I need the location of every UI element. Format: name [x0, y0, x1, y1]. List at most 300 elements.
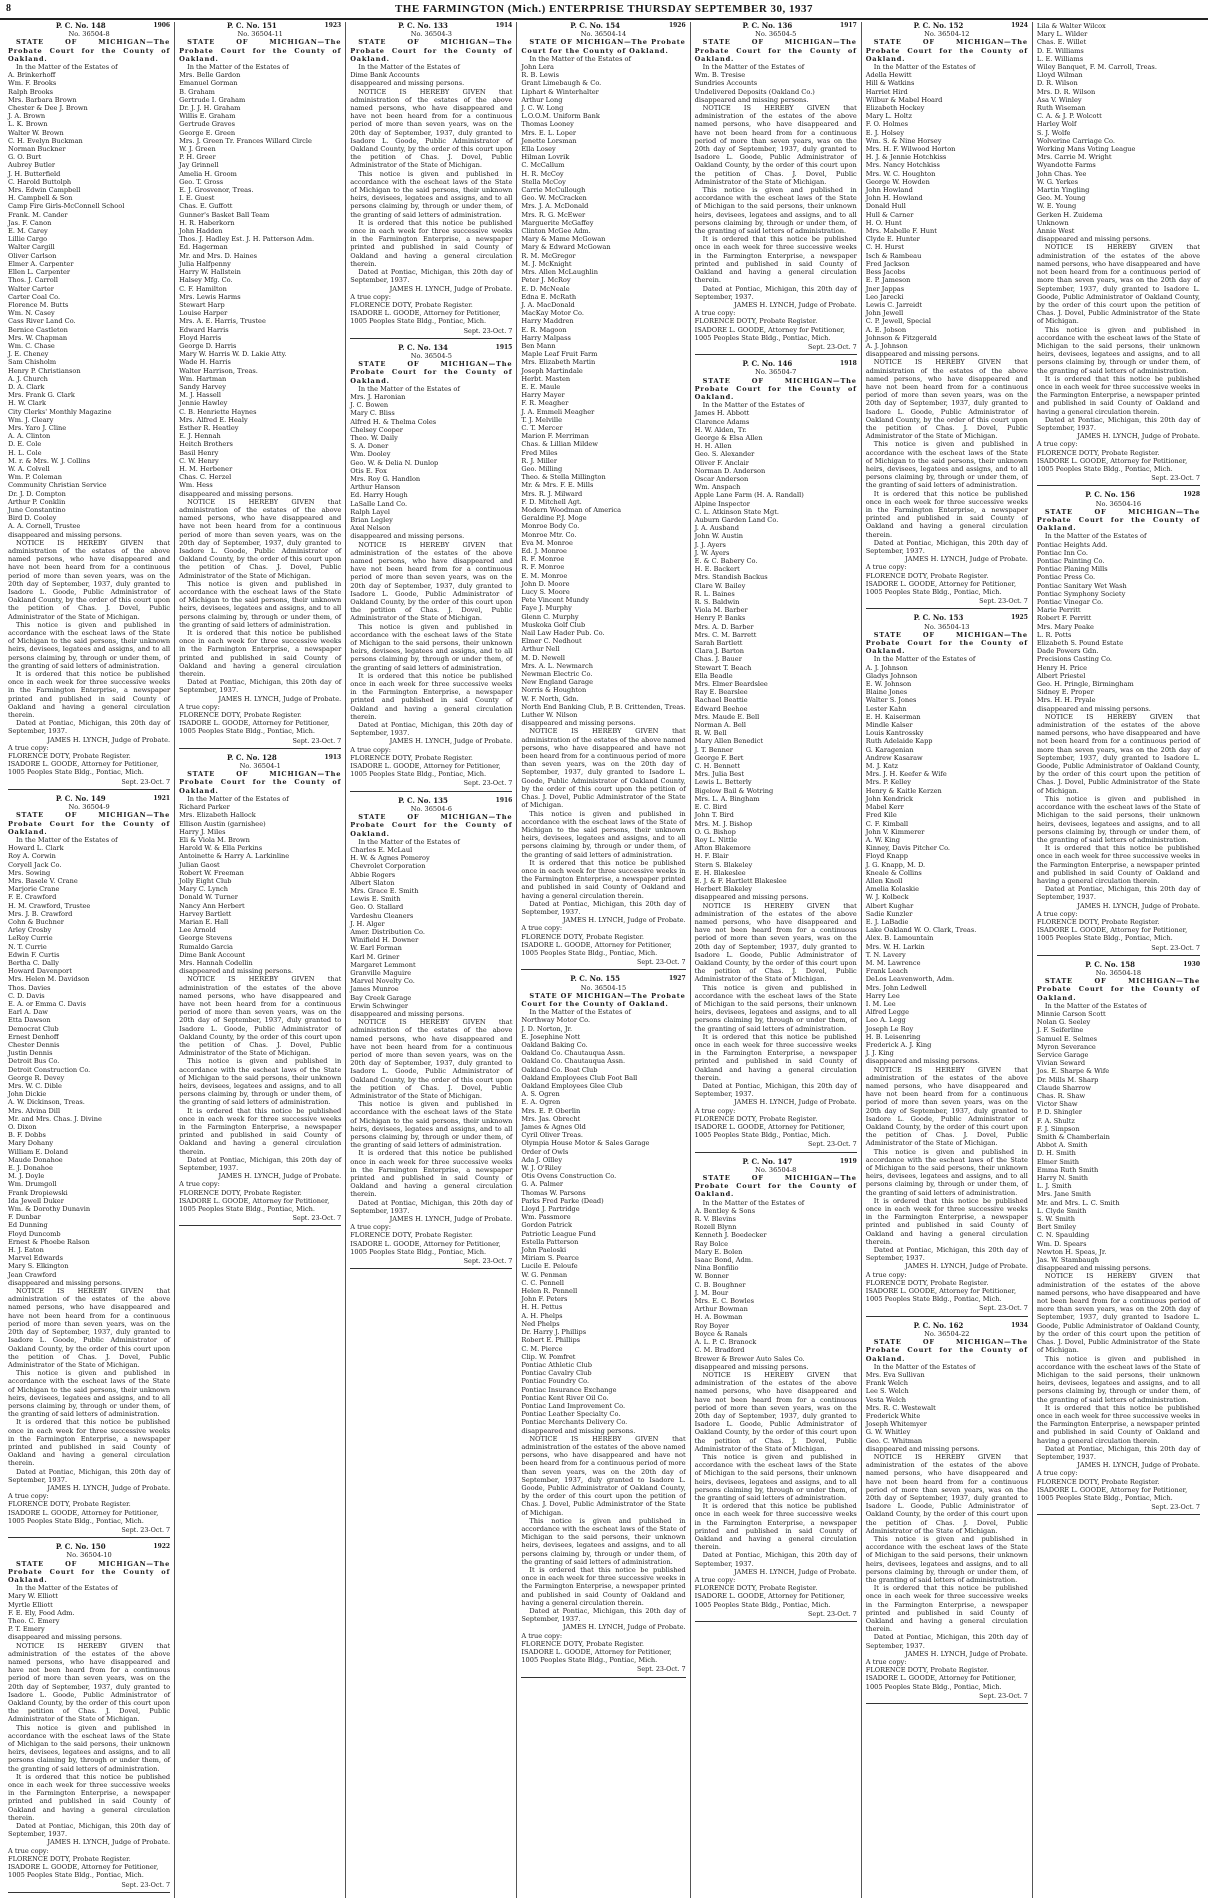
estate-name: H. M. Crawford, Trustee [8, 901, 91, 910]
notice-case-number: No. 36504-14 [580, 30, 627, 39]
estate-name: F. O. Holmes [865, 120, 909, 129]
estate-name: A. W. Dickinson, Treas. [8, 1098, 85, 1107]
estate-name: Wyandotte Farms [1036, 161, 1096, 170]
estate-name: Clip. W. Pomfret [521, 1352, 576, 1361]
notice-pc-number: P. C. No. 158 [1085, 959, 1135, 969]
estate-name: Axel Nelson [350, 524, 391, 533]
estate-name: F. R. Meagher [521, 399, 569, 408]
estate-name: Geo. H. Pringle, Birmingham [1036, 680, 1134, 689]
estate-name: T. J. Melville [521, 415, 563, 424]
estate-name: Mary & Mame McGowan [521, 235, 606, 244]
estate-name: Theo. & Stella Millington [521, 473, 606, 482]
estate-name: S. A. Doner [350, 442, 389, 451]
estate-name: Louis Kantrossky [865, 729, 924, 738]
estate-name: C. W. Henry [179, 456, 219, 465]
estate-name: Mary W. Elliott [8, 1592, 58, 1601]
notice-pc-number: P. C. No. 149 [55, 793, 106, 803]
estate-name: W. G. Yerkes [1036, 177, 1079, 186]
estate-name: Bert Smiley [1036, 1223, 1077, 1232]
notice-missing: disappeared and missing persons. [694, 1362, 809, 1371]
estate-name: J. J. Ayers [694, 540, 726, 549]
estate-name: Parks Fred Parke (Dead) [521, 1196, 604, 1205]
estate-name: Edwin F. Curtis [8, 950, 60, 959]
probate-notice [866, 614, 1028, 1316]
notice-divider [695, 1621, 857, 1622]
notice-body: NOTICE IS HEREBY GIVEN that administration of the estates of the above named persons, who have disappeared and have not been heard from for a continuous period of more than seven years, was on the 20th day of September, 1937, duly granted to Isadore L. Goode, Public Administrator of Oakland County, by the order of this court upon the petition of Chas. J. Dovel, Public Administrator of the State of Michigan. [865, 1452, 1028, 1535]
estate-name: Stewart T. Beach [694, 663, 752, 672]
estate-name: James Munroe [350, 985, 399, 994]
estate-name: E. & C. Babery Co. [694, 557, 758, 565]
estate-name: Joseph Martindale [521, 366, 583, 375]
estate-name: George W. Howden [865, 177, 930, 186]
estate-name: Rumaldo Garcia [179, 942, 233, 951]
estate-name: F. E. Ely, Food Adm. [8, 1608, 75, 1617]
estate-name: J. A. MacDonald [521, 300, 575, 309]
estate-name: Harley Wolf [1036, 120, 1077, 129]
notice-matter: In the Matter of the Estates of [873, 1362, 976, 1371]
estate-name: Chas. E. Guffott [179, 202, 233, 211]
probate-notice [521, 975, 685, 1677]
estate-name: Ben Mann [521, 341, 556, 350]
estate-name: Dr. Mills M. Sharp [1036, 1075, 1099, 1084]
estate-name: Mrs. R. G. McEwer [521, 210, 586, 219]
estate-name: M. J. Doyle [8, 1172, 45, 1181]
estate-name: Chas. R. Shaw [1036, 1092, 1086, 1100]
estate-name: Geo. W. McCracken [521, 194, 587, 203]
notice-dated: Dated at Pontiac, Michigan, this 20th day of September, 1937. [1036, 885, 1200, 902]
notice-escheat: This notice is given and published in accordance with the escheat laws of the State of Michigan to the said persons, their unknown heirs, devisees, legatees and assigns, and to all persons claiming by, through or under them, of the granting of said letters of administration. [8, 1369, 171, 1419]
estate-name: Mrs. W. C. Houghton [865, 169, 936, 178]
estate-name: Pontiac Planing Mills [1036, 565, 1108, 574]
estate-name: Claude Sharrow [1036, 1083, 1092, 1092]
estate-name: Oliver Carlson [8, 251, 57, 260]
estate-name: E. A. Ogren [521, 1098, 561, 1107]
estate-name: John W. Austin [694, 532, 744, 541]
probate-notice [350, 344, 512, 792]
estate-name: Geo. W. & Delia N. Dunlop [350, 458, 439, 467]
notice-body: NOTICE IS HEREBY GIVEN that administration of the estates of the above named persons, who have disappeared and have not been heard from for a continuous period of more than seven years, was on the 20th day of September, 1937, duly granted to Isadore L. Goode, Public Administrator of Oakland County, by the order of this court upon the petition of Chas. J. Dovel, Public Administrator of the State of Michigan. [694, 104, 857, 186]
estate-name: Aubrey Butler [8, 161, 56, 170]
estate-name: Ellen L. Carpenter [8, 268, 71, 277]
estate-name: J. E. Cheney [8, 350, 49, 359]
estate-name: J. D. Norton, Jr. [521, 1024, 573, 1033]
notice-run-date: Sept. 23-Oct. 7 [121, 1880, 171, 1889]
notice-publication-order: It is ordered that this notice be published once in each week for three successive weeks in the Farmington Enterprise, a newspaper printed and published in said County of Oakland and having a general circulation therein. [350, 1149, 513, 1199]
estate-name: Richard Parker [179, 803, 230, 812]
notice-missing: disappeared and missing persons. [8, 1633, 122, 1642]
notice-run-date: Sept. 23-Oct. 7 [292, 1214, 342, 1223]
notice-judge: JAMES H. LYNCH, Judge of Probate. [47, 735, 171, 744]
notice-publication-order: It is ordered that this notice be published once in each week for three successive weeks in the Farmington Enterprise, a newspaper printed and published in said County of Oakland and having a general circulation therein. [694, 235, 857, 285]
notice-register: FLORENCE DOTY, Probate Register. [865, 1666, 989, 1675]
estate-name: S. W. Smith [1036, 1215, 1075, 1224]
notice-register: FLORENCE DOTY, Probate Register. [694, 1584, 818, 1593]
estate-name: Sarah Bartlett [694, 639, 743, 648]
estate-name: Mr. & Mrs. F. E. Mills [521, 481, 594, 490]
estate-name: LaSalle Land Co. [350, 499, 408, 508]
estate-name: Asa V. Winley [1036, 95, 1082, 104]
estate-name: Chas. J. Bauer [694, 655, 742, 664]
estate-name: A. Bentley & Sons [694, 1206, 756, 1215]
estate-name: Johnson & Fitzgerald [865, 333, 937, 342]
estate-name: Mrs. Elizabeth Martin [521, 358, 596, 367]
notice-divider [695, 354, 857, 355]
notice-true-copy: A true copy: [1036, 1469, 1078, 1478]
notice-true-copy: A true copy: [8, 743, 49, 752]
notice-missing: disappeared and missing persons. [350, 1009, 465, 1018]
notice-true-copy: A true copy: [694, 309, 736, 318]
estate-name: Mrs. Mabelle F. Hunt [865, 227, 937, 236]
estate-name: C. P. Jewell, Special [865, 317, 932, 326]
notice-publication-order: It is ordered that this notice be published once in each week for three successive weeks in the Farmington Enterprise, a newspaper printed and published in said County of Oakland and having a general circulation therein. [350, 671, 513, 721]
column-4 [517, 22, 690, 1898]
estate-name: Ralph Brooks [8, 87, 54, 96]
notice-run-date: Sept. 23-Oct. 7 [1151, 1503, 1200, 1512]
estate-name: Marvel Novelty Co. [350, 977, 415, 986]
notice-escheat: This notice is given and published in accordance with the escheat laws of the State of Michigan to the said persons, their unknown heirs, devisees, legatees and assigns, and to all persons claiming by, through or under them, of the granting of said letters of administration. [1036, 325, 1200, 375]
notice-judge: JAMES H. LYNCH, Judge of Probate. [562, 1623, 686, 1632]
estate-name: Jos. E. Sharpe & Wife [1036, 1067, 1110, 1076]
estate-name: Afton Blakemore [694, 844, 751, 853]
notice-run-date: Sept. 23-Oct. 7 [979, 597, 1028, 606]
estate-name: Robert E. Phillips [521, 1336, 581, 1345]
notice-true-copy: A true copy: [8, 1846, 49, 1855]
notice-register: FLORENCE DOTY, Probate Register. [350, 300, 473, 309]
estate-name: Gordon Patrick [521, 1221, 572, 1230]
notice-pc-number: P. C. No. 147 [742, 1156, 793, 1166]
notice-court-heading: STATE OF MICHIGAN—The Probate Court for the County of Oakland. [8, 811, 171, 836]
estate-name: Samuel E. Selmes [1036, 1034, 1098, 1043]
notice-dated: Dated at Pontiac, Michigan, this 20th day of September, 1937. [694, 284, 857, 301]
estate-name: Howard Davenport [8, 967, 72, 976]
estate-name: E. J. Hennah [179, 432, 221, 441]
estate-name: Kneale & Collins [865, 868, 922, 877]
estate-name: Mrs. R. C. Westewalt [865, 1403, 936, 1412]
estate-name: Modern Woodman of America [521, 505, 622, 514]
estate-name: Wm. J. Cleary [8, 415, 54, 424]
notice-case-number: No. 36504-8 [755, 1165, 797, 1174]
notice-publication-order: It is ordered that this notice be published once in each week for three successive weeks in the Farmington Enterprise, a newspaper printed and published in said County of Oakland and having a general circulation therein. [1036, 1403, 1200, 1445]
estate-name: Thomas Looney [521, 120, 574, 129]
notice-divider [350, 338, 512, 339]
estate-name: N. T. Currie [8, 942, 47, 951]
estate-name: Order of Owls [521, 1147, 569, 1156]
estate-name: Chester Dennis [8, 1040, 60, 1049]
estate-name: L. R. Potts [1036, 630, 1072, 639]
estate-name: Cyril Oliver Treas. [521, 1131, 583, 1140]
estate-name: Mrs. Roy G. Handlon [350, 474, 421, 483]
estate-name: Sundries Accounts [694, 79, 758, 88]
estate-name: Thos. J. Hadley Est. J. H. Patterson Adm. [179, 235, 315, 244]
estate-name: Howard L. Clark [8, 844, 64, 853]
notice-matter: In the Matter of the Estates of [358, 837, 460, 846]
notice-matter: In the Matter of the Estates of [873, 655, 976, 664]
estate-name: Eva M. Monroe [521, 538, 573, 547]
notice-code: 1921 [153, 794, 171, 802]
estate-name: Gunner's Basket Ball Team [179, 210, 270, 219]
notice-missing: disappeared and missing persons. [521, 1426, 636, 1435]
estate-name: Stern S. Blakeley [694, 860, 753, 869]
notice-publication-order: It is ordered that this notice be published once in each week for three successive weeks in the Farmington Enterprise, a newspaper printed and published in said County of Oakland and having a general circulation therein. [350, 218, 513, 268]
notice-judge: JAMES H. LYNCH, Judge of Probate. [733, 300, 857, 309]
estate-name: Theo. C. Emery [8, 1617, 60, 1625]
estate-name: Wm. S. & Nine Horsey [865, 136, 942, 145]
notice-dated: Dated at Pontiac, Michigan, this 20th day of September, 1937. [694, 1551, 857, 1568]
notice-judge: JAMES H. LYNCH, Judge of Probate. [562, 916, 686, 925]
notice-dated: Dated at Pontiac, Michigan, this 20th day of September, 1937. [350, 721, 513, 738]
estate-name: E. J. LaBadie [865, 917, 909, 926]
notice-dated: Dated at Pontiac, Michigan, this 20th day of September, 1937. [1036, 415, 1200, 432]
estate-name: Mrs. Nancy Hotchkiss [865, 161, 940, 170]
estate-name: Mary L. Wilder [1036, 30, 1088, 39]
estate-name: I. M. Lee [865, 999, 896, 1008]
notice-register: FLORENCE DOTY, Probate Register. [179, 711, 302, 720]
estate-name: E. J. & F. Hartlett Blakeslee [694, 876, 787, 885]
notice-body: NOTICE IS HEREBY GIVEN that administration of the estates of the above named persons, who have disappeared and have not been heard from for a continuous period of more than seven years, was on the 20th day of September, 1937, duly granted to Isadore L. Goode, Public Administrator of Oakland County, by the order of this court upon the petition of Chas. J. Dovel, Public Administrator of the State of Michigan. [1036, 712, 1200, 795]
estate-name: Mrs. J. H. Keefer & Wife [865, 770, 947, 779]
estate-name: Chas. & Lillian Mildew [521, 440, 598, 449]
estate-name: D. H. Smith [1036, 1149, 1076, 1158]
estate-name: Mrs. E. P. Oberlin [521, 1106, 581, 1115]
estate-name: Mrs. J. B. Crawford [8, 909, 73, 918]
estate-name: G. O. Burt [8, 153, 42, 162]
notice-code: 1928 [1183, 491, 1200, 499]
notice-publication-order: It is ordered that this notice be published once in each week for three successive weeks in the Farmington Enterprise, a newspaper printed and published in said County of Oakland and having a general circulation therein. [865, 1196, 1028, 1246]
estate-name: Ernest Denhoff [8, 1032, 59, 1041]
estate-name: Henry P. Christianson [8, 366, 81, 375]
estate-name: Clyde E. Hunter [865, 235, 920, 244]
estate-name: W. G. Penman [521, 1270, 568, 1279]
estate-name: Wiley Banquet, F. M. Carroll, Treas. [1036, 63, 1157, 72]
estate-name: C. Harold Buttolph [8, 177, 72, 186]
estate-name: Alex. B. Lamountain [865, 934, 934, 943]
notice-divider [8, 1892, 170, 1893]
estate-name: Frank. M. Cander [8, 210, 68, 219]
estate-name: Wilbur & Mabel Hoard [865, 95, 943, 104]
estate-name: Roy A. Corwin [8, 852, 56, 861]
notice-escheat: This notice is given and published in accordance with the escheat laws of the State of Michigan to the said persons, their unknown heirs, devisees, legatees and assigns, and to all persons claiming by, through or under them, of the granting of said letters of administration. [179, 1057, 342, 1107]
notice-pc-number: P. C. No. 153 [913, 613, 964, 623]
notice-dated: Dated at Pontiac, Michigan, this 20th day of September, 1937. [350, 268, 513, 285]
notice-escheat: This notice is given and published in accordance with the escheat laws of the State of Michigan to the said persons, their unknown heirs, devisees, legatees and assigns, and to all persons claiming by, through or under them, of the granting of said letters of administration. [694, 1452, 857, 1502]
estate-name: Sam Chisholm [8, 358, 57, 367]
estate-name: Nina Bonfilio [694, 1264, 739, 1273]
estate-name: E. W. Johnson [865, 680, 912, 689]
notice-true-copy: A true copy: [350, 292, 391, 301]
estate-name: Mrs. Allen McLaughlin [521, 268, 598, 277]
estate-name: Floyd Duncomb [8, 1229, 61, 1238]
estate-name: Edna E. McRath [521, 292, 577, 301]
notice-attorney: ISADORE L. GOODE, Attorney for Petitioner, 1005 Peoples State Bldg., Pontiac, Mich. [865, 1674, 1017, 1691]
estate-name: Clarence Adams [694, 417, 750, 426]
estate-name: Mary Allen Benedict [694, 737, 764, 746]
estate-name: Harold W. & Ella Perkins [179, 844, 263, 853]
estate-name: Norris & Houghton [521, 686, 587, 695]
estate-name: Etta Dawson [8, 1016, 51, 1025]
notice-code: 1925 [1011, 614, 1028, 622]
estate-name: John F. Peters [521, 1295, 568, 1304]
estate-name: Alpine Inspector [694, 499, 750, 508]
estate-name: J. A. Emmeli Meagher [521, 407, 595, 416]
estate-name: Amelia H. Groom [179, 169, 237, 178]
notice-true-copy: A true copy: [521, 924, 563, 933]
estate-name: Geraldine P.J. Moge [521, 514, 587, 523]
notice-attorney: ISADORE L. GOODE, Attorney for Petitioner, 1005 Peoples State Bldg., Pontiac, Mich. [179, 1196, 330, 1214]
notice-body: NOTICE IS HEREBY GIVEN that administration of the estates of the above named persons, who have disappeared and have not been heard from for a continuous period of more than seven years, was on the 20th day of September, 1937, duly granted to Isadore L. Goode, Public Administrator of Oakland County, by the order of this court upon the petition of Chas. J. Dovel, Public Administrator of the State of Michigan. [179, 497, 342, 580]
estate-name: Pontiac Land Improvement Co. [521, 1401, 626, 1410]
notice-publication-order: It is ordered that this notice be published once in each week for three successive weeks in the Farmington Enterprise, a newspaper printed and published in said County of Oakland and having a general circulation therein. [179, 1106, 342, 1156]
estate-name: Vivian Seward [1036, 1059, 1086, 1068]
estate-name: Lewis C. Jarreidt [865, 300, 923, 309]
estate-name: Elmer A. Carpenter [8, 259, 74, 268]
estate-name: Viola M. Barber [694, 606, 748, 615]
estate-name: Olympia House Motor & Sales Garage [521, 1139, 650, 1148]
estate-name: Florence M. Butts [8, 300, 69, 309]
estate-name: Oakland Co. Boat Club [521, 1065, 598, 1074]
estate-name: C. M. Bradford [694, 1346, 745, 1355]
notice-missing: disappeared and missing persons. [179, 967, 294, 976]
estate-name: Thos. J. Carroll [8, 276, 58, 285]
estate-name: George R. Devey [8, 1073, 65, 1082]
estate-name: Herbert Blakeley [694, 885, 752, 894]
probate-notice [350, 797, 512, 1270]
notice-body: NOTICE IS HEREBY GIVEN that administration of the estates of the above named persons, who have disappeared and have not been heard from for a continuous period of more than seven years, was on the 20th day of September, 1937, duly granted to Isadore L. Goode, Public Administrator of Oakland County, by the order of this court upon the petition of Chas. J. Dovel, Public Administrator of the State of Michigan. [8, 1641, 171, 1724]
notice-publication-order: It is ordered that this notice be published once in each week for three successive weeks in the Farmington Enterprise, a newspaper printed and published in said County of Oakland and having a general circulation therein. [8, 670, 171, 720]
notice-run-date: Sept. 23-Oct. 7 [463, 326, 513, 335]
estate-name: P. T. Emery [8, 1625, 45, 1634]
estate-name: Frank Welch [865, 1379, 908, 1388]
estate-name: Cass River Land Co. [8, 317, 76, 326]
notice-matter: In the Matter of the Estates of [529, 54, 631, 63]
estate-name: L. J. Smith [1036, 1182, 1072, 1191]
estate-name: Frederick White [865, 1411, 921, 1420]
estate-name: Elmer C. Nedhout [521, 637, 582, 646]
estate-name: Hilman Lovrik [521, 153, 570, 162]
estate-name: Mary C. Bliss [350, 409, 395, 418]
notice-dated: Dated at Pontiac, Michigan, this 20th day of September, 1937. [179, 678, 342, 695]
notice-pc-number: P. C. No. 151 [226, 21, 277, 30]
notice-attorney: ISADORE L. GOODE, Attorney for Petitioner, 1005 Peoples State Bldg., Pontiac, Mich. [865, 579, 1017, 597]
estate-name: Mrs. Lewis Harms [179, 292, 241, 301]
estate-name: Lila & Walter Wilcox [1036, 22, 1106, 30]
notice-court-heading: STATE OF MICHIGAN—The Probate Court for the County of Oakland. [865, 630, 1028, 656]
notice-body: NOTICE IS HEREBY GIVEN that administration of the estates of the above named persons, who have disappeared and have not been heard from for a continuous period of more than seven years, was on the 20th day of September, 1937, duly granted to Isadore L. Goode, Public Administrator of Oakland County, by the order of this court upon the petition of Chas. J. Dovel, Public Administrator of the State of Michigan. [1036, 1272, 1200, 1355]
notice-pc-number: P. C. No. 135 [398, 795, 448, 805]
estate-name: Wm. Hartman [179, 374, 227, 383]
estate-name: Service Garage [1036, 1050, 1089, 1059]
estate-name: W. J. O'Riley [521, 1164, 562, 1173]
estate-name: June Constantino [8, 505, 66, 514]
notice-court-heading: STATE OF MICHIGAN—The Probate Court for the County of Oakland. [350, 38, 513, 63]
estate-name: M. J. Hassell [179, 391, 221, 400]
estate-name: Mrs. W. Chapman [8, 333, 68, 342]
estate-name: W. F. North, Gdn. [521, 694, 579, 703]
estate-name: Leo A. Legg [865, 1016, 906, 1025]
probate-notice [1037, 22, 1200, 486]
estate-name: C. B. Boughner [694, 1280, 746, 1289]
estate-name: Wm. Passmore [521, 1213, 571, 1222]
notice-divider [179, 1225, 341, 1226]
estate-name: George F. Bert [694, 753, 744, 762]
estate-name: John Kendrick [865, 794, 914, 803]
notice-pc-number: P. C. No. 155 [570, 974, 621, 984]
estate-name: William E. Doland [8, 1147, 69, 1156]
estate-name: E. C. Bird [694, 803, 727, 812]
notice-register: FLORENCE DOTY, Probate Register. [694, 317, 818, 326]
estate-name: Auburn Garden Land Co. [694, 515, 779, 524]
notice-escheat: This notice is given and published in accordance with the escheat laws of the State of Michigan to the said persons, their unknown heirs, devisees, legatees and assigns, and to all persons claiming by, through or under them, of the granting of said letters of administration. [694, 983, 857, 1033]
notice-publication-order: It is ordered that this notice be published once in each week for three successive weeks in the Farmington Enterprise, a newspaper printed and published in said County of Oakland and having a general circulation therein. [1036, 374, 1200, 416]
estate-name: Newman Electric Co. [521, 670, 593, 679]
notice-register: FLORENCE DOTY, Probate Register. [179, 1188, 302, 1197]
estate-name: Harry W. Hallstein [179, 268, 241, 277]
estate-name: H. W. Clark [8, 399, 46, 408]
notice-register: FLORENCE DOTY, Probate Register. [8, 752, 131, 761]
notice-judge: JAMES H. LYNCH, Judge of Probate. [1077, 1461, 1200, 1470]
estate-name: R. S. Baldwin [694, 598, 740, 607]
notice-missing: disappeared and missing persons. [179, 489, 294, 498]
estate-name: Chas. E. Willet [1036, 38, 1087, 47]
estate-name: J. A. Ausband [694, 524, 739, 533]
estate-name: Donald Hull [865, 202, 906, 211]
estate-name: Monroe Body Co. [521, 522, 580, 531]
estate-name: Pontiac Vinegar Co. [1036, 598, 1104, 607]
notice-register: FLORENCE DOTY, Probate Register. [8, 1854, 131, 1863]
estate-name: Detroit Bus Co. [8, 1057, 60, 1066]
estate-name: Ella Losey [521, 145, 556, 154]
estate-name: W. Bonner [694, 1272, 729, 1281]
estate-name: Frederick A. J. King [865, 1040, 932, 1049]
estate-name: Mrs. W. H. Larkin [865, 942, 925, 951]
estate-name: L. K. Brown [8, 120, 48, 129]
estate-name: Heitch Brothers [179, 440, 233, 449]
estate-name: S. J. Wolfe [1036, 128, 1071, 137]
estate-name: C. C. Pennell [521, 1278, 565, 1287]
estate-name: Helen R. Pennell [521, 1287, 578, 1296]
probate-notice [1037, 491, 1200, 955]
estate-name: Ed. Harry Hough [350, 491, 408, 500]
notice-missing: disappeared and missing persons. [8, 530, 122, 539]
estate-name: E. D. McNeale [521, 284, 570, 293]
estate-name: E. H. Kaiserman [865, 712, 921, 721]
estate-name: Lucy S. Moore [521, 588, 570, 597]
notice-code: 1926 [668, 22, 686, 29]
notice-case-number: No. 36504-16 [1095, 499, 1142, 508]
notice-escheat: This notice is given and published in accordance with the escheat laws of the State of Michigan to the said persons, their unknown heirs, devisees, legatees and assigns, and to all persons claiming by, through or under them, of the granting of said letters of administration. [521, 809, 686, 859]
notice-dated: Dated at Pontiac, Michigan, this 20th day of September, 1937. [350, 1198, 513, 1215]
estate-name: Arthur Hanson [350, 483, 401, 492]
estate-name: Geo. M. Young [1036, 194, 1086, 203]
estate-name: H. R. McCoy [521, 169, 564, 178]
notice-pc-number: P. C. No. 134 [398, 342, 448, 352]
estate-name: Pontiac Athletic Club [521, 1360, 592, 1369]
notice-escheat: This notice is given and published in accordance with the escheat laws of the State of Michigan to the said persons, their unknown heirs, devisees, legatees and assigns, and to all persons claiming by, through or under them, of the granting of said letters of administration. [179, 579, 342, 629]
notice-true-copy: A true copy: [694, 1575, 736, 1584]
estate-name: Hill & Watkins [865, 79, 915, 88]
estate-name: I. E. Guest [179, 194, 215, 203]
estate-name: M. J. Katz [865, 762, 898, 771]
estate-name: Pontiac Insurance Exchange [521, 1385, 617, 1394]
notice-court-heading: STATE OF MICHIGAN—The Probate Court for the County of Oakland. [8, 38, 171, 63]
probate-notice [8, 795, 170, 1538]
estate-name: Halsey Mfg. Co. [179, 276, 233, 285]
notice-run-date: Sept. 23-Oct. 7 [808, 342, 857, 351]
notice-run-date: Sept. 23-Oct. 7 [636, 958, 686, 967]
notice-register: FLORENCE DOTY, Probate Register. [865, 571, 989, 580]
notice-divider [8, 789, 170, 790]
estate-name: Allen Knoll [865, 876, 903, 885]
estate-name: R. F. Monroe [521, 555, 565, 564]
